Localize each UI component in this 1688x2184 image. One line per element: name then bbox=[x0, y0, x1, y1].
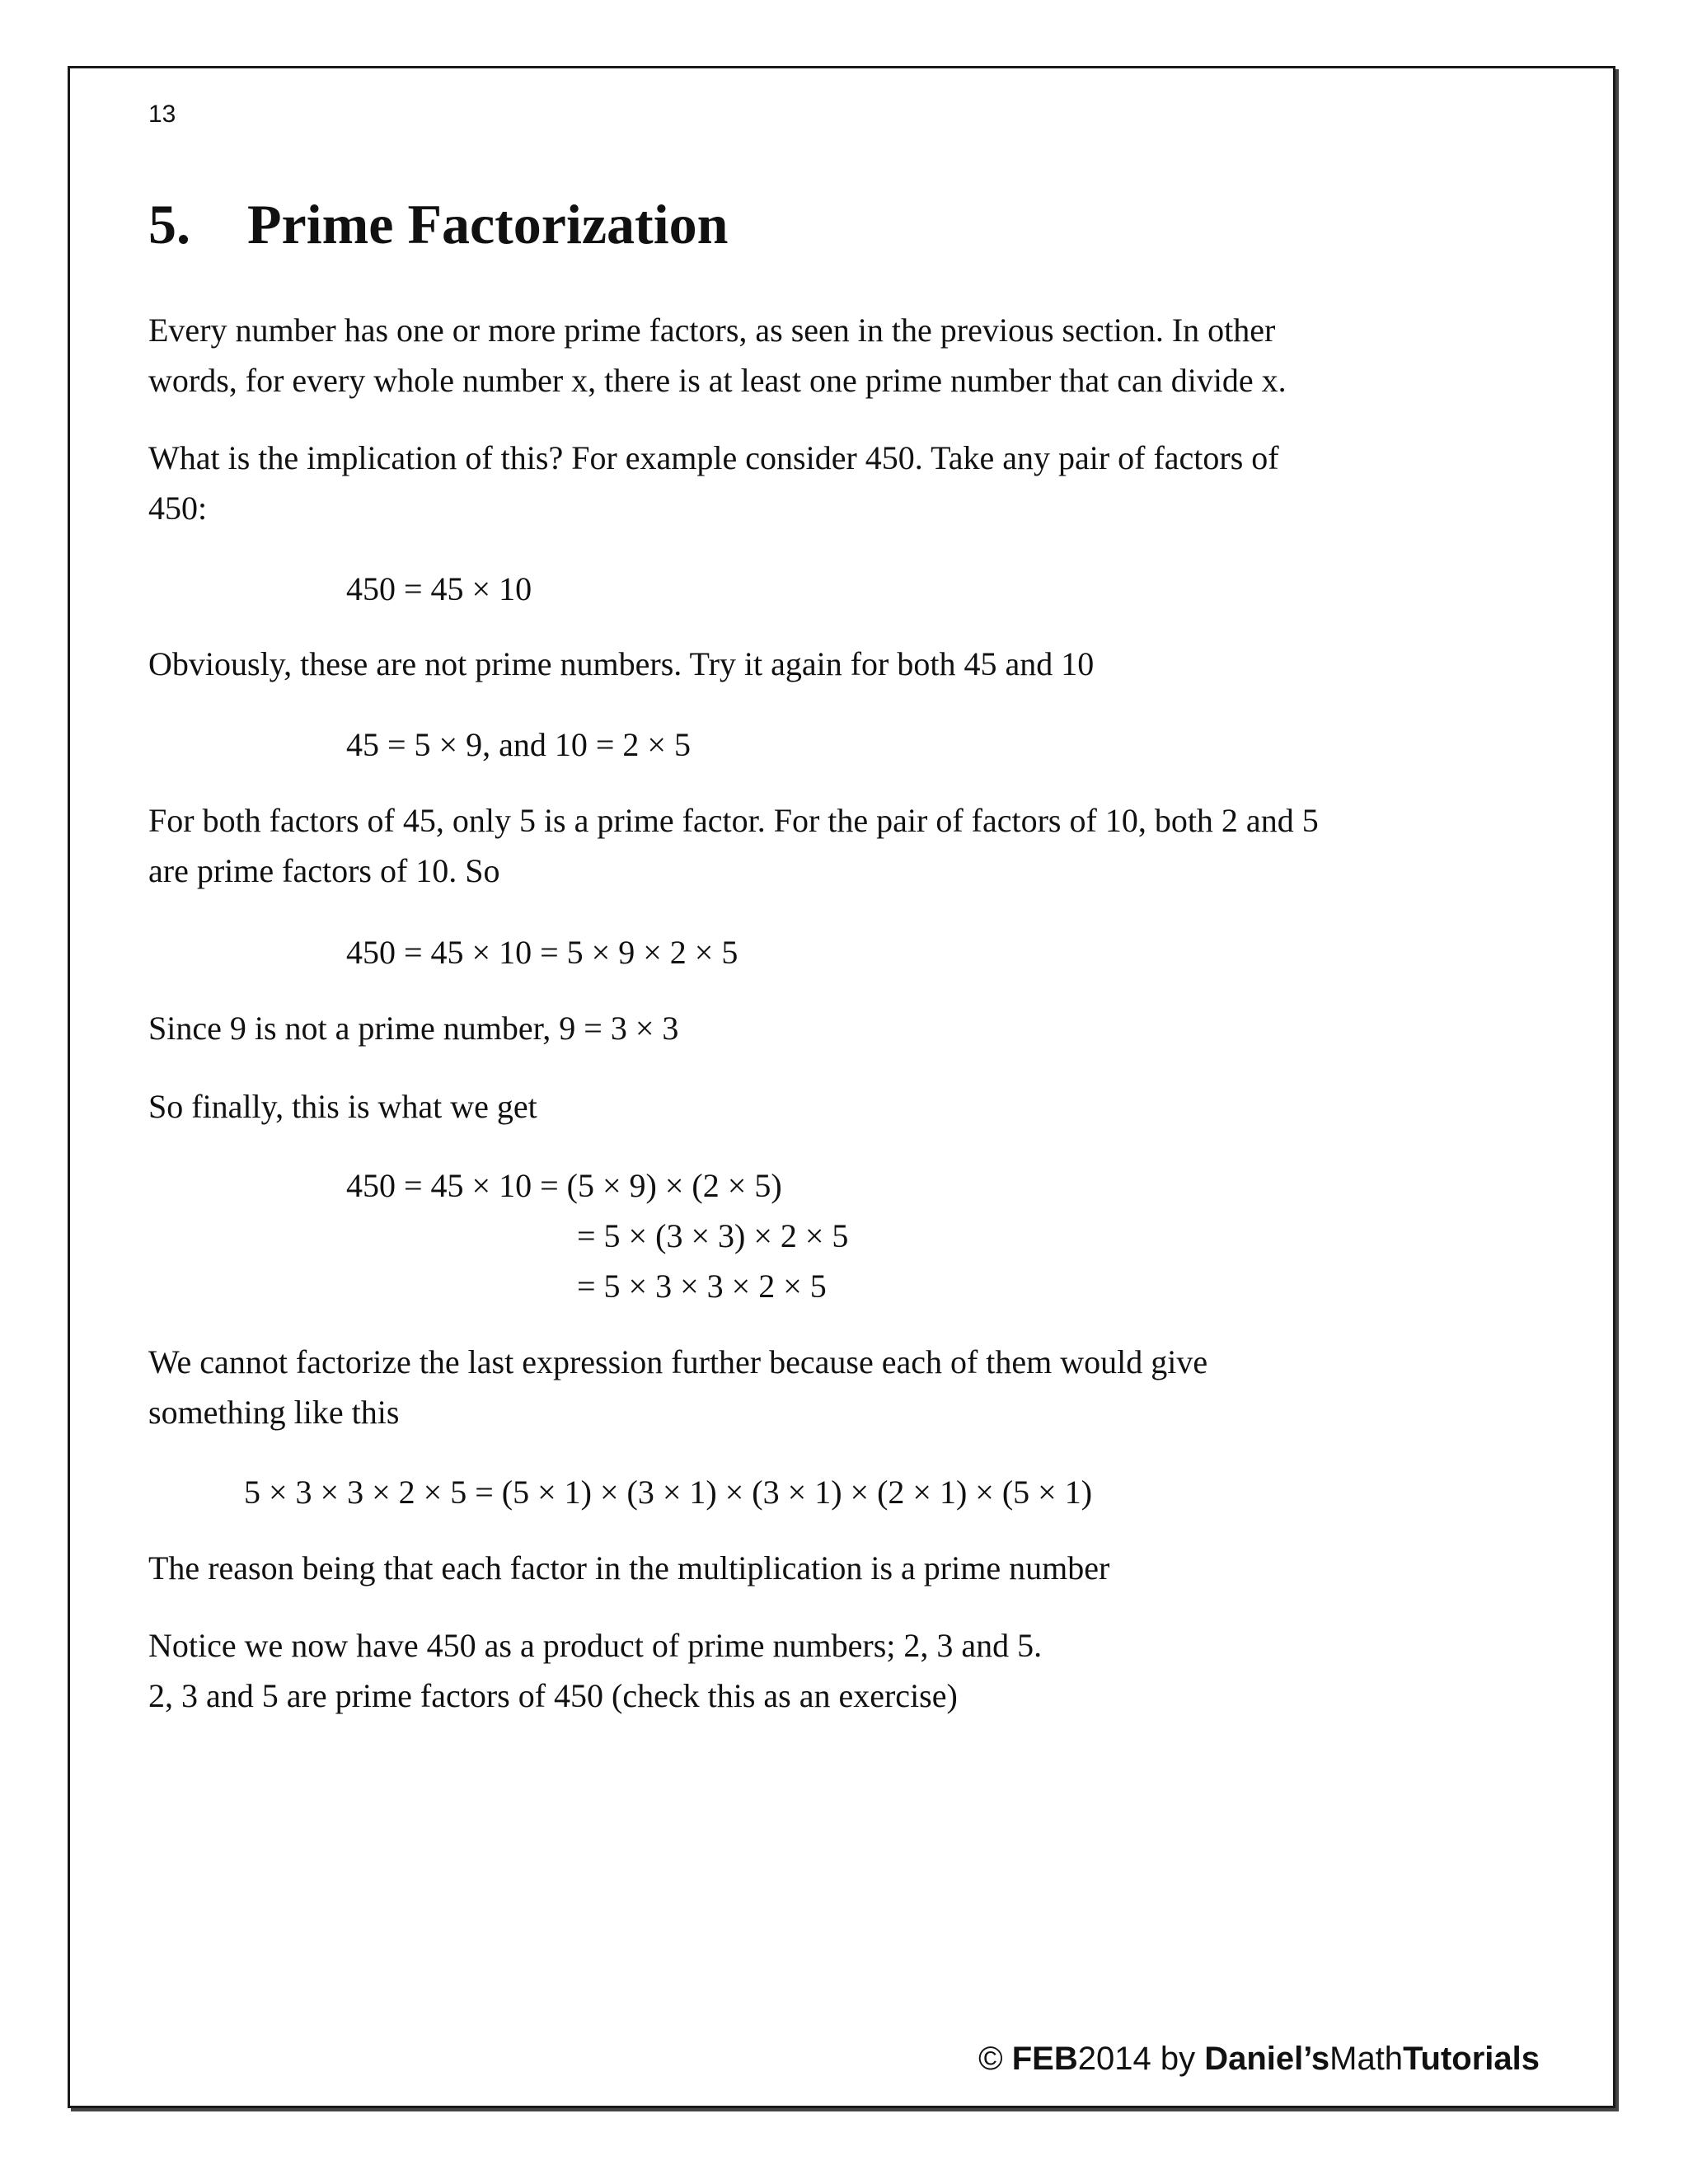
footer-author: Daniel’s bbox=[1204, 2041, 1330, 2077]
paragraph-obviously: Obviously, these are not prime numbers. Try it again for both 45 and 10 bbox=[148, 645, 1095, 682]
paragraph-implication bbox=[148, 433, 1550, 533]
paragraph-line: Notice we now have 450 as a product of prime numbers; 2, 3 and 5. bbox=[148, 1627, 1043, 1664]
paragraph-since-9: Since 9 is not a prime number, 9 = 3 × 3 bbox=[148, 1010, 679, 1047]
page-number: 13 bbox=[148, 101, 176, 128]
paragraph-line: are prime factors of 10. So bbox=[148, 852, 500, 889]
paragraph-line: 2, 3 and 5 are prime factors of 450 (check this as an exercise) bbox=[148, 1677, 958, 1714]
paragraph-line: words, for every whole number x, there is at least one prime number that can divide x. bbox=[148, 362, 1287, 399]
paragraph-line: 450: bbox=[148, 490, 208, 527]
footer-year: 2014 by bbox=[1077, 2041, 1205, 2077]
equation-times-one: 5 × 3 × 3 × 2 × 5 = (5 × 1) × (3 × 1) × (3 × 1) × (2 × 1) × (5 × 1) bbox=[244, 1474, 1093, 1511]
paragraph-intro bbox=[148, 305, 1550, 405]
paragraph-line: We cannot factorize the last expression further because each of them would give bbox=[148, 1343, 1208, 1380]
paragraph-line: something like this bbox=[148, 1394, 400, 1431]
heading-title: Prime Factorization bbox=[247, 193, 729, 255]
paragraph-so-finally: So finally, this is what we get bbox=[148, 1088, 537, 1125]
paragraph-cannot-factorize bbox=[148, 1337, 1550, 1437]
equation-final-line-3: = 5 × 3 × 3 × 2 × 5 bbox=[577, 1268, 827, 1305]
footer-month: FEB bbox=[1011, 2041, 1078, 2077]
paragraph-line: What is the implication of this? For example consider 450. Take any pair of factors of bbox=[148, 439, 1279, 476]
equation-final-line-2: = 5 × (3 × 3) × 2 × 5 bbox=[577, 1217, 849, 1254]
footer-math: Math bbox=[1329, 2041, 1404, 2077]
paragraph-line: For both factors of 45, only 5 is a prime factor. For the pair of factors of 10, both 2 and 5 bbox=[148, 802, 1319, 839]
equation-450-first-pair: 450 = 45 × 10 bbox=[346, 570, 532, 607]
copyright-icon: © bbox=[978, 2041, 1003, 2077]
copyright-footer bbox=[978, 2041, 1540, 2078]
paragraph-notice bbox=[148, 1620, 1550, 1721]
footer-tutorials: Tutorials bbox=[1403, 2041, 1540, 2077]
paragraph-line: Every number has one or more prime factors, as seen in the previous section. In other bbox=[148, 312, 1276, 349]
equation-factor-45-and-10: 45 = 5 × 9, and 10 = 2 × 5 bbox=[346, 726, 691, 763]
equation-450-expanded: 450 = 45 × 10 = 5 × 9 × 2 × 5 bbox=[346, 934, 738, 971]
paragraph-reason: The reason being that each factor in the multiplication is a prime number bbox=[148, 1549, 1110, 1586]
heading-number: 5. bbox=[148, 193, 190, 255]
equation-final-line-1: 450 = 45 × 10 = (5 × 9) × (2 × 5) bbox=[346, 1167, 782, 1204]
section-heading bbox=[148, 193, 729, 255]
paragraph-both-factors bbox=[148, 795, 1550, 896]
